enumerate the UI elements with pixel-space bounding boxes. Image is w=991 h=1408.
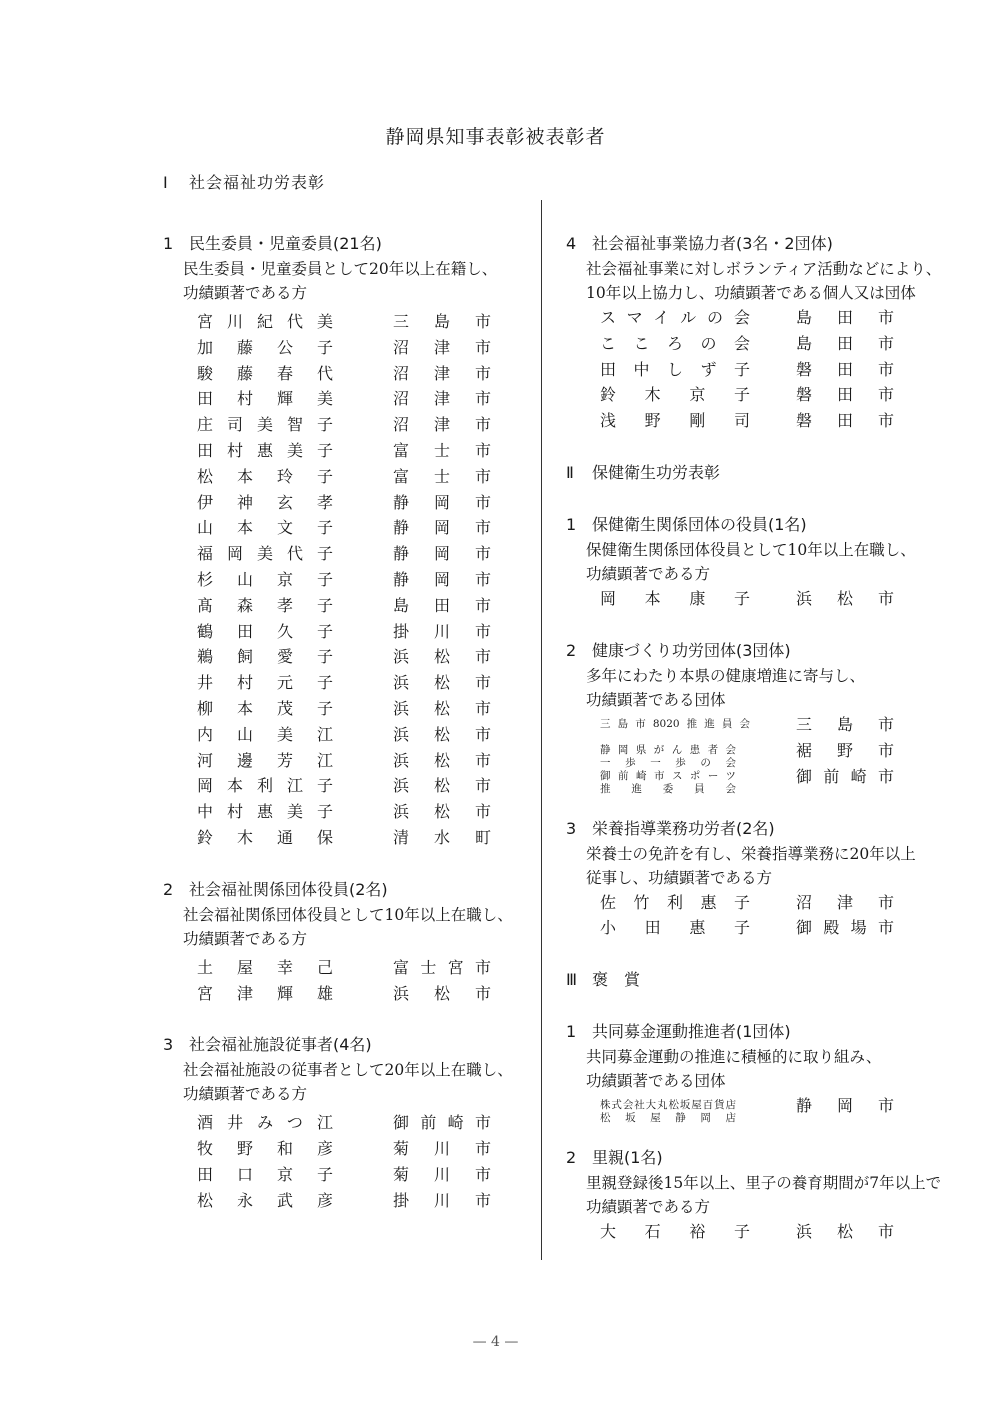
recipient-city: 浜松市 [393,750,491,770]
recipient-row [566,764,966,795]
recipient-name: 山本文子 [197,518,333,538]
recipient-row [163,670,533,696]
recipient-row [566,1219,966,1245]
group-description: 社会福祉施設の従事者として20年以上在職し、 功績顕著である方 [183,1061,513,1104]
recipient-city: 磐田市 [796,359,894,379]
recipient-city: 掛川市 [393,621,491,641]
group-description: 保健衛生関係団体役員として10年以上在職し、 功績顕著である方 [586,540,916,583]
recipient-city: 御前崎市 [796,766,894,786]
group-description: 栄養士の免許を有し、栄養指導業務に20年以上 従事し、功績顕著である方 [586,844,916,887]
recipient-city: 沼津市 [393,415,491,435]
group-description: 民生委員・児童委員として20年以上在籍し、 功績顕著である方 [183,260,498,302]
recipient-row [163,490,533,516]
recipient-row [163,361,533,387]
recipient-city: 富士市 [393,440,491,460]
recipient-name: 井村元子 [197,673,333,693]
recipient-row [163,981,533,1007]
award-group [566,816,966,942]
group-heading: 1 共同募金運動推進者(1団体) [566,1022,791,1042]
group-heading: 2 社会福祉関係団体役員(2名) [163,879,388,899]
recipient-city: 静岡市 [393,518,491,538]
organization-name: 株式会社大丸松坂屋百貨店 松坂屋静岡店 [600,1099,736,1125]
recipient-row [566,712,966,738]
recipient-name: 庄司美智子 [197,415,333,435]
recipient-city: 浜松市 [393,698,491,718]
recipient-row [163,309,533,335]
recipient-name: 土屋幸己 [197,957,333,977]
recipient-name: 鶴田久子 [197,621,333,641]
recipient-row [566,305,966,331]
award-group [163,1032,533,1213]
group-description: 社会福祉事業に対しボランティア活動などにより、 10年以上協力し、功績顕著である個人又は団体 [586,260,942,302]
section-heading-2: Ⅱ 保健衛生功労表彰 [566,462,721,482]
recipient-row [566,382,966,408]
recipient-row [163,464,533,490]
recipient-city: 三島市 [796,714,894,734]
recipient-row [566,738,966,769]
left-column [163,231,533,1240]
recipient-name: 鈴木京子 [600,385,750,405]
recipient-row [566,408,966,434]
recipient-name: 加藤公子 [197,337,333,357]
group-description: 共同募金運動の推進に積極的に取り組み、 功績顕著である団体 [586,1048,882,1091]
group-heading: 2 健康づくり功労団体(3団体) [566,640,791,660]
section-heading-1 [163,170,325,193]
recipient-name: 田口京子 [197,1164,333,1184]
recipient-row [163,438,533,464]
recipient-city: 浜松市 [393,673,491,693]
recipient-city: 浜松市 [393,724,491,744]
recipient-row [163,799,533,825]
group-heading: 4 社会福祉事業協力者(3名・2団体) [566,234,833,253]
recipient-city: 静岡市 [393,569,491,589]
recipient-name: 柳本茂子 [197,698,333,718]
recipient-row [566,586,966,612]
recipient-city: 掛川市 [393,1190,491,1210]
group-description: 社会福祉関係団体役員として10年以上在職し、 功績顕著である方 [183,905,513,948]
recipient-name: 河邊芳江 [197,750,333,770]
recipient-row [163,696,533,722]
organization-name: 静岡県がん患者会 一歩一歩の会 [600,743,736,769]
recipient-row [163,1136,533,1162]
recipient-name: 福岡美代子 [197,544,333,564]
group-heading: 3 栄養指導業務功労者(2名) [566,818,775,838]
recipient-name: 小田惠子 [600,918,750,938]
recipient-city: 沼津市 [393,363,491,383]
page-title: 静岡県知事表彰被表彰者 [385,126,606,148]
recipient-name: こころの会 [600,333,750,353]
group-description: 里親登録後15年以上、里子の養育期間が7年以上で 功績顕著である方 [586,1174,942,1217]
recipient-name: 大石裕子 [600,1222,750,1242]
section-title: 社会福祉功労表彰 [189,173,326,192]
recipient-row [163,541,533,567]
recipient-name: 杉山京子 [197,569,333,589]
recipient-name: 田中しず子 [600,359,750,379]
recipient-city: 菊川市 [393,1139,491,1159]
award-group [566,512,966,612]
recipient-city: 浜松市 [393,776,491,796]
recipient-row [163,515,533,541]
recipient-city: 島田市 [796,308,894,327]
recipient-name: 松本玲子 [197,466,333,486]
group-heading: 3 社会福祉施設従事者(4名) [163,1035,372,1055]
recipient-name: 宮津輝雄 [197,983,333,1003]
recipient-city: 島田市 [393,595,491,615]
recipient-row [163,593,533,619]
page-number: — 4 — [472,1334,519,1350]
recipient-row [163,412,533,438]
recipient-row [566,915,966,941]
recipient-name: 鵜飼愛子 [197,647,333,667]
award-group [566,231,966,434]
recipient-row [566,331,966,357]
recipient-row [163,335,533,361]
recipient-row [163,1188,533,1214]
recipient-city: 御殿場市 [796,918,894,938]
recipient-name: 髙森孝子 [197,595,333,615]
recipient-city: 沼津市 [393,389,491,409]
recipient-city: 清水町 [393,827,491,847]
column-divider [541,200,542,1260]
recipient-name: 鈴木通保 [197,827,333,847]
recipient-row [163,1110,533,1136]
recipient-city: 三島市 [393,312,491,331]
recipient-name: 伊神玄孝 [197,492,333,512]
recipient-city: 菊川市 [393,1164,491,1184]
recipient-city: 静岡市 [796,1096,894,1116]
recipient-row [163,644,533,670]
award-group [566,638,966,795]
recipient-city: 浜松市 [393,647,491,667]
recipient-city: 沼津市 [393,337,491,357]
recipient-city: 富士市 [393,466,491,486]
organization-name: 御前崎市スポーツ 推進委員会 [600,769,736,795]
award-group [163,877,533,1007]
recipient-name: 佐竹利惠子 [600,892,750,912]
recipient-city: 磐田市 [796,411,894,431]
organization-name: 三島市8020推進員会 [600,717,750,730]
recipient-name: 浅野剛司 [600,411,750,431]
recipient-city: 浜松市 [393,802,491,822]
recipient-name: スマイルの会 [600,308,750,327]
award-group [163,231,533,851]
recipient-city: 島田市 [796,333,894,353]
award-group [566,1019,966,1125]
recipient-row [163,722,533,748]
recipient-row [163,955,533,981]
recipient-city: 沼津市 [796,892,894,912]
recipient-city: 御前崎市 [393,1113,491,1133]
recipient-city: 静岡市 [393,492,491,512]
recipient-row [566,1093,966,1125]
recipient-row [163,386,533,412]
recipient-row [163,825,533,851]
recipient-name: 岡本康子 [600,588,750,608]
recipient-row [163,619,533,645]
group-heading: 1 保健衛生関係団体の役員(1名) [566,514,807,534]
recipient-row [163,1162,533,1188]
recipient-city: 浜松市 [796,588,894,608]
recipient-name: 松永武彦 [197,1190,333,1210]
recipient-row [566,357,966,383]
recipient-name: 酒井みつ江 [197,1113,333,1133]
recipient-city: 富士宮市 [393,957,491,977]
recipient-city: 静岡市 [393,544,491,564]
recipient-city: 浜松市 [393,983,491,1003]
recipient-row [163,748,533,774]
recipient-name: 宮川紀代美 [197,312,333,331]
award-group [566,1145,966,1245]
recipient-name: 中村惠美子 [197,802,333,822]
recipient-name: 駿藤春代 [197,363,333,383]
recipient-name: 牧野和彦 [197,1139,333,1159]
recipient-name: 田村惠美子 [197,440,333,460]
recipient-name: 内山美江 [197,724,333,744]
recipient-city: 磐田市 [796,385,894,405]
recipient-row [163,773,533,799]
recipient-city: 裾野市 [796,740,894,760]
recipient-name: 田村輝美 [197,389,333,409]
recipient-row [163,567,533,593]
group-heading: 2 里親(1名) [566,1148,663,1168]
right-column [566,231,966,1271]
recipient-row [566,890,966,916]
group-description: 多年にわたり本県の健康増進に寄与し、 功績顕著である団体 [586,666,866,709]
section-number: Ⅰ [163,173,169,192]
section-heading-3: Ⅲ 褒 賞 [566,970,641,990]
group-heading: 1 民生委員・児童委員(21名) [163,234,382,253]
recipient-city: 浜松市 [796,1222,894,1242]
recipient-name: 岡本利江子 [197,776,333,796]
